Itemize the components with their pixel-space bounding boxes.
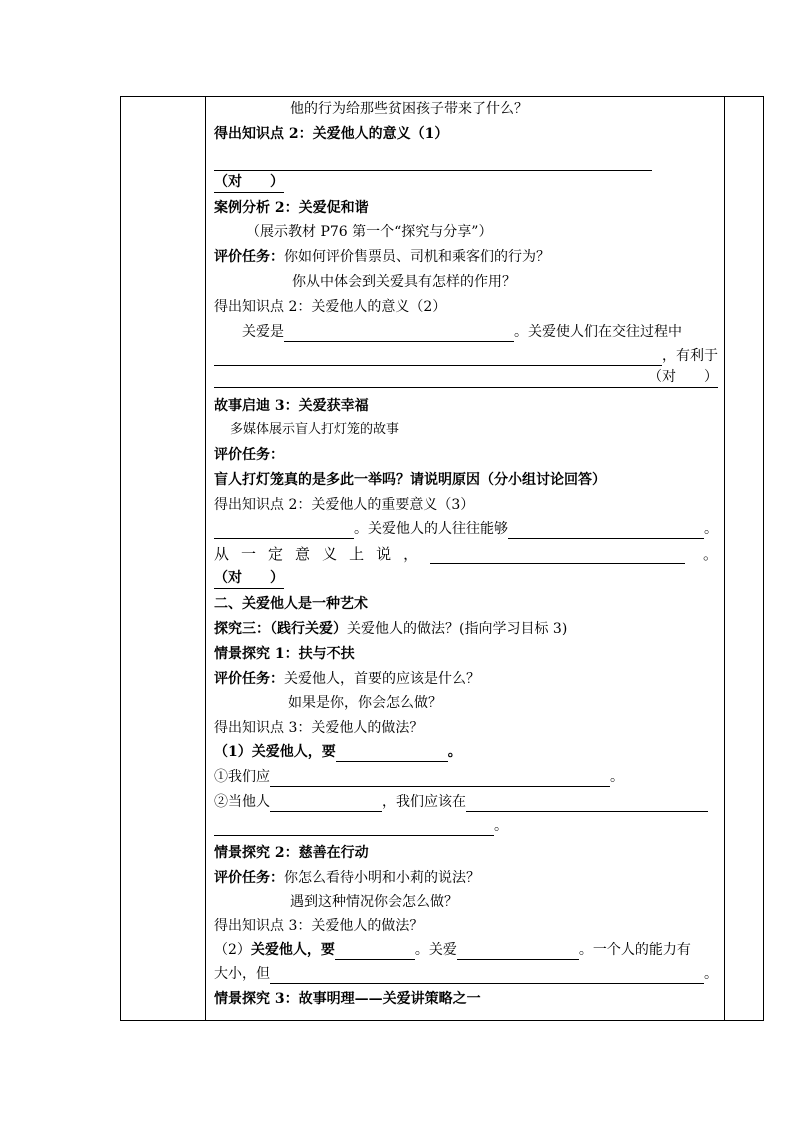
answer-blank[interactable] (270, 771, 610, 787)
answer-blank[interactable] (214, 523, 354, 539)
knowledge-point-heading (214, 916, 718, 936)
answer-blank[interactable] (284, 326, 514, 342)
evaluation-task-text: 遇到这种情况你会怎么做？ (290, 894, 458, 910)
fill-in-text: 。 (610, 769, 624, 785)
fill-in-prefix: ②当他人 (214, 794, 270, 810)
answer-blank[interactable] (466, 796, 708, 812)
section-heading (214, 843, 718, 863)
fill-in-line (214, 767, 718, 787)
spaced-char: 上 (349, 545, 365, 563)
right-column-cell (725, 97, 764, 1021)
answer-blank-line (214, 151, 652, 171)
fill-in-text: 。 (447, 744, 462, 760)
check-mark-line (214, 569, 718, 589)
fill-in-prefix: ①我们应 (214, 769, 270, 785)
answer-blank[interactable] (214, 372, 642, 388)
fill-in-text: 。关爱他人的人往往能够 (354, 521, 508, 537)
answer-blank[interactable] (214, 350, 662, 366)
inquiry-text: 关爱他人的做法？(指向学习目标 3) (347, 621, 568, 637)
knowledge-point-heading (214, 718, 718, 738)
evaluation-task-text: 关爱他人，首要的应该是什么？ (284, 671, 480, 687)
knowledge-point-text: 得出知识点 3：关爱他人的做法？ (214, 720, 424, 736)
inquiry-label: 探究三：（践行关爱） (214, 621, 347, 637)
fill-in-line (214, 964, 718, 984)
inquiry-heading (214, 619, 718, 639)
fill-in-text: 。 (704, 521, 718, 537)
display-note (246, 222, 718, 242)
fill-in-prefix: （1）关爱他人，要 (214, 744, 336, 760)
answer-blank[interactable] (336, 746, 448, 762)
question-line (290, 99, 718, 119)
evaluation-task-label: 评价任务： (214, 671, 284, 687)
section-heading (214, 396, 718, 416)
content-cell (206, 97, 725, 1021)
spaced-char: ， (403, 545, 419, 563)
evaluation-task-text: 你从中体会到关爱具有怎样的作用？ (292, 274, 516, 290)
evaluation-task-label: 评价任务： (214, 870, 284, 886)
fill-in-text: 。 (702, 545, 718, 563)
spaced-char: 一 (241, 545, 257, 563)
answer-blank[interactable] (270, 968, 704, 984)
fill-in-text: 。关爱 (414, 942, 457, 958)
knowledge-point-text: 得出知识点 2：关爱他人的意义（2） (214, 299, 447, 315)
fill-in-line (214, 346, 718, 366)
discussion-question-text: 盲人打灯笼真的是多此一举吗？请说明原因（分小组讨论回答） (214, 472, 606, 488)
fill-in-line (214, 816, 718, 836)
display-note-text: 多媒体展示盲人打灯笼的故事 (230, 422, 400, 437)
check-mark-text: （对 ） (642, 367, 718, 388)
check-mark-text: （对 ） (214, 172, 284, 193)
fill-in-prefix: （2） (214, 942, 251, 958)
evaluation-task-line (292, 272, 718, 292)
content-area (206, 97, 724, 1020)
answer-blank[interactable] (430, 548, 685, 564)
display-note (230, 420, 718, 440)
evaluation-task-label: 评价任务： (214, 447, 284, 463)
answer-blank[interactable] (270, 796, 382, 812)
answer-blank[interactable] (335, 944, 415, 960)
spaced-char: 从 (214, 545, 230, 563)
knowledge-point-label (214, 124, 448, 144)
fill-in-line (214, 792, 718, 812)
section-heading (214, 644, 718, 664)
evaluation-task-text: 你怎么看待小明和小莉的说法？ (284, 870, 480, 886)
question-text: 他的行为给那些贫困孩子带来了什么？ (290, 101, 528, 117)
fill-in-text: ，有利于 (662, 348, 718, 364)
spaced-char: 定 (268, 545, 284, 563)
section-heading (214, 989, 718, 1009)
evaluation-task-line (214, 868, 718, 888)
evaluation-task-label: 评价任务： (214, 249, 284, 265)
section-heading-text: 案例分析 2：关爱促和谐 (214, 200, 369, 216)
answer-blank[interactable] (214, 820, 494, 836)
knowledge-point-text: 得出知识点 2：关爱他人的重要意义（3） (214, 497, 475, 513)
fill-in-line (242, 322, 718, 342)
answer-blank[interactable] (457, 944, 579, 960)
discussion-question (214, 470, 718, 490)
check-mark-text: （对 ） (214, 568, 284, 589)
answer-blank[interactable] (214, 155, 652, 171)
section-heading-text: 情景探究 3：故事明理——关爱讲策略之一 (214, 991, 481, 1007)
evaluation-task-line (214, 445, 718, 465)
evaluation-task-line (214, 247, 718, 267)
knowledge-point-heading (214, 495, 718, 515)
section-heading-text: 故事启迪 3：关爱获幸福 (214, 398, 369, 414)
knowledge-point-text: 得出知识点 2：关爱他人的意义（1） (214, 126, 449, 142)
fill-in-line (214, 940, 718, 960)
knowledge-point-text: 得出知识点 3：关爱他人的做法？ (214, 918, 424, 934)
fill-in-text: 。 (704, 966, 718, 982)
fill-in-prefix: 大小，但 (214, 966, 270, 982)
section-heading-text: 情景探究 2：慈善在行动 (214, 845, 369, 861)
display-note-text: （展示教材 P76 第一个“探究与分享”） (246, 224, 493, 240)
section-heading (214, 594, 718, 614)
fill-in-prefix: 关爱是 (242, 324, 284, 340)
fill-in-line (214, 519, 718, 539)
fill-in-line (214, 368, 718, 388)
evaluation-task-text: 你如何评价售票员、司机和乘客们的行为？ (284, 249, 550, 265)
fill-in-line (214, 544, 718, 564)
knowledge-point-heading (214, 124, 718, 144)
section-heading (214, 198, 718, 218)
fill-in-text: 。一个人的能力有 (578, 942, 691, 958)
evaluation-task-line (288, 693, 718, 713)
check-mark-line (214, 173, 718, 193)
answer-blank[interactable] (508, 523, 704, 539)
section-heading-text: 二、关爱他人是一种艺术 (214, 596, 368, 612)
lesson-plan-table (120, 96, 764, 1021)
spaced-char: 意 (295, 545, 311, 563)
fill-in-line (214, 742, 718, 762)
evaluation-task-line (290, 892, 718, 912)
spaced-char: 说 (376, 545, 392, 563)
evaluation-task-line (214, 669, 718, 689)
knowledge-point-heading (214, 297, 718, 317)
evaluation-task-text: 如果是你，你会怎么做？ (288, 695, 442, 711)
spaced-char: 义 (322, 545, 338, 563)
left-column-cell (121, 97, 206, 1021)
fill-in-text: 。 (494, 818, 508, 834)
fill-in-text: ，我们应该在 (382, 794, 466, 810)
fill-in-text: 。关爱使人们在交往过程中 (514, 324, 682, 340)
section-heading-text: 情景探究 1：扶与不扶 (214, 646, 355, 662)
fill-in-prefix: 关爱他人，要 (250, 942, 335, 958)
